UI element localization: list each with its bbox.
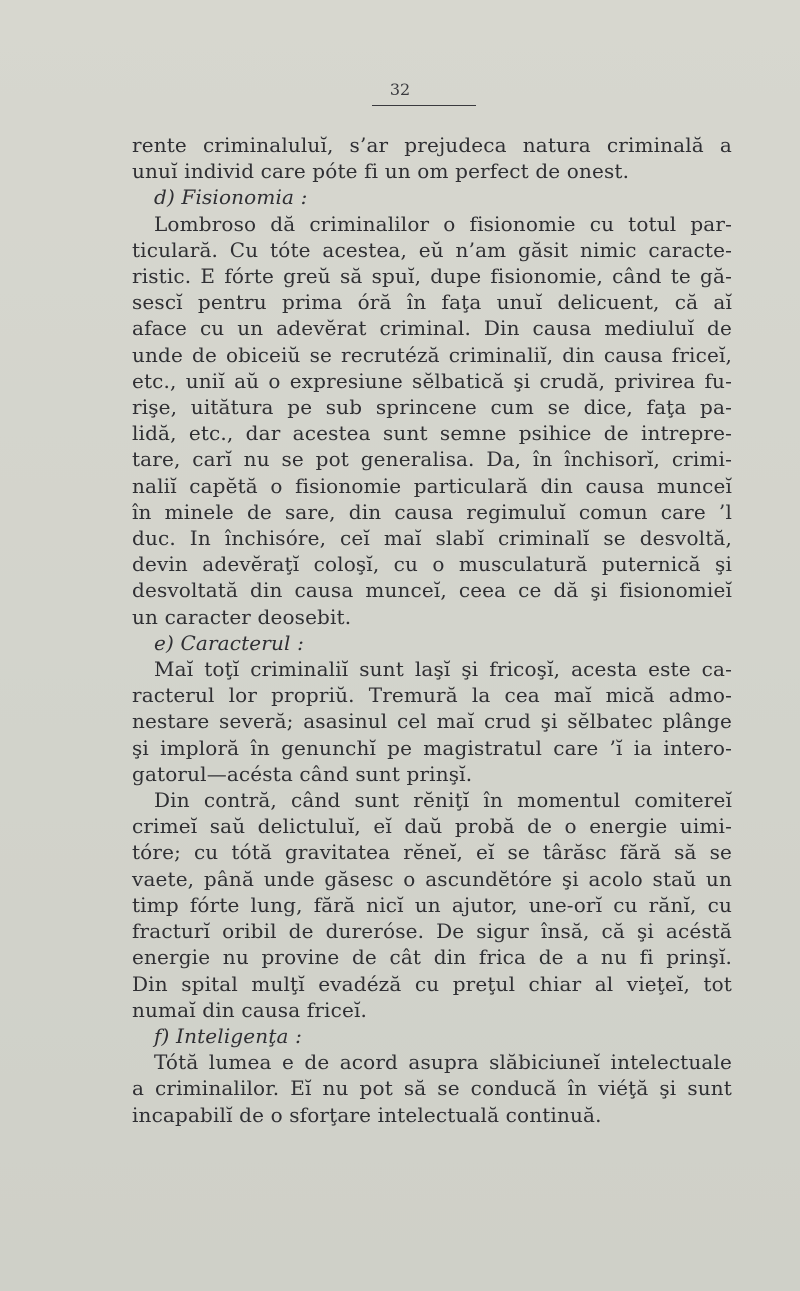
section-heading: f) Inteligenţa : — [154, 1023, 302, 1048]
paragraph-line: unuĭ individ care póte fi un om perfect de onest. — [132, 159, 630, 184]
page-text — [132, 132, 732, 1128]
paragraph-line: un caracter deosebit. — [132, 604, 352, 629]
paragraph-line: etc., uniĭ aŭ o expresiune sĕlbatică şi crudă, privirea fu- — [132, 368, 732, 393]
paragraph-line: lidă, etc., dar acestea sunt semne psihice de intrepre- — [132, 421, 732, 446]
paragraph-line: timp fórte lung, fără nicĭ un ajutor, une-orĭ cu rănĭ, cu — [132, 892, 732, 917]
page-number: 32 — [389, 80, 411, 99]
paragraph-line: nestare severă; asasinul cel maĭ crud şi sĕlbatec plânge — [132, 709, 732, 734]
paragraph-line: vaete, până unde găsesc o ascundĕtóre şi acolo staŭ un — [132, 866, 732, 891]
paragraph-line: devin adevĕraţĭ coloşĭ, cu o musculatură puternică şi — [132, 552, 732, 577]
paragraph-line: sescĭ pentru prima óră în faţa unuĭ delicuent, că aĭ — [132, 290, 732, 315]
paragraph-line: numaĭ din causa friceĭ. — [132, 997, 367, 1022]
section-heading: e) Caracterul : — [154, 630, 304, 655]
paragraph-line: unde de obiceiŭ se recrutéză criminaliĭ, din causa friceĭ, — [132, 342, 732, 367]
paragraph-line: ticulară. Cu tóte acestea, eŭ n’am găsit nimic caracte- — [132, 237, 732, 262]
paragraph-line: crimeĭ saŭ delictuluĭ, eĭ daŭ probă de o energie uimi- — [132, 814, 732, 839]
paragraph-line: fracturĭ oribil de dureróse. De sigur însă, că şi acéstă — [132, 919, 732, 944]
paragraph-line: duc. In închisóre, ceĭ maĭ slabĭ criminalĭ se desvoltă, — [132, 526, 732, 551]
paragraph-line: Lombroso dă criminalilor o fisionomie cu totul par- — [154, 211, 732, 236]
paragraph-line: a criminalilor. Eĭ nu pot să se conducă în viéţă şi sunt — [132, 1076, 732, 1101]
paragraph-line: în minele de sare, din causa regimuluĭ comun care ’l — [132, 499, 732, 524]
paragraph-line: Din spital mulţĭ evadéză cu preţul chiar al vieţeĭ, tot — [132, 971, 732, 996]
paragraph-line: Din contră, când sunt rĕniţĭ în momentul comitereĭ — [154, 788, 732, 813]
paragraph-line: gatorul—acésta când sunt prinşĭ. — [132, 761, 473, 786]
paragraph-line: naliĭ capĕtă o fisionomie particulară din causa munceĭ — [132, 473, 732, 498]
paragraph-line: Maĭ toţĭ criminaliĭ sunt laşĭ şi fricoşĭ, acesta este ca- — [154, 657, 732, 682]
paragraph-line: tóre; cu tótă gravitatea rĕneĭ, eĭ se târăsc fără să se — [132, 840, 732, 865]
paragraph-line: Tótă lumea e de acord asupra slăbiciuneĭ intelectuale — [154, 1050, 732, 1075]
paragraph-line: desvoltată din causa munceĭ, ceea ce dă şi fisionomieĭ — [132, 578, 732, 603]
paragraph-line: tare, carĭ nu se pot generalisa. Da, în închisorĭ, crimi- — [132, 447, 732, 472]
paragraph-line: rişe, uitătura pe sub sprincene cum se dice, faţa pa- — [132, 395, 732, 420]
paragraph-line: racterul lor propriŭ. Tremură la cea maĭ mică admo- — [132, 683, 732, 708]
paragraph-line: energie nu provine de cât din frica de a nu fi prinşĭ. — [132, 945, 732, 970]
paragraph-line: şi imploră în genunchĭ pe magistratul care ’ĭ ia intero- — [132, 735, 732, 760]
paragraph-line: ristic. E fórte greŭ să spuĭ, dupe fisionomie, când te gă- — [132, 264, 732, 289]
paragraph-line: aface cu un adevĕrat criminal. Din causa mediuluĭ de — [132, 316, 732, 341]
paragraph-line: incapabilĭ de o sforţare intelectuală continuă. — [132, 1102, 602, 1127]
section-heading: d) Fisionomia : — [154, 185, 308, 210]
paragraph-line: rente criminaluluĭ, s’ar prejudeca natura criminală a — [132, 133, 732, 157]
header-rule — [372, 105, 476, 106]
